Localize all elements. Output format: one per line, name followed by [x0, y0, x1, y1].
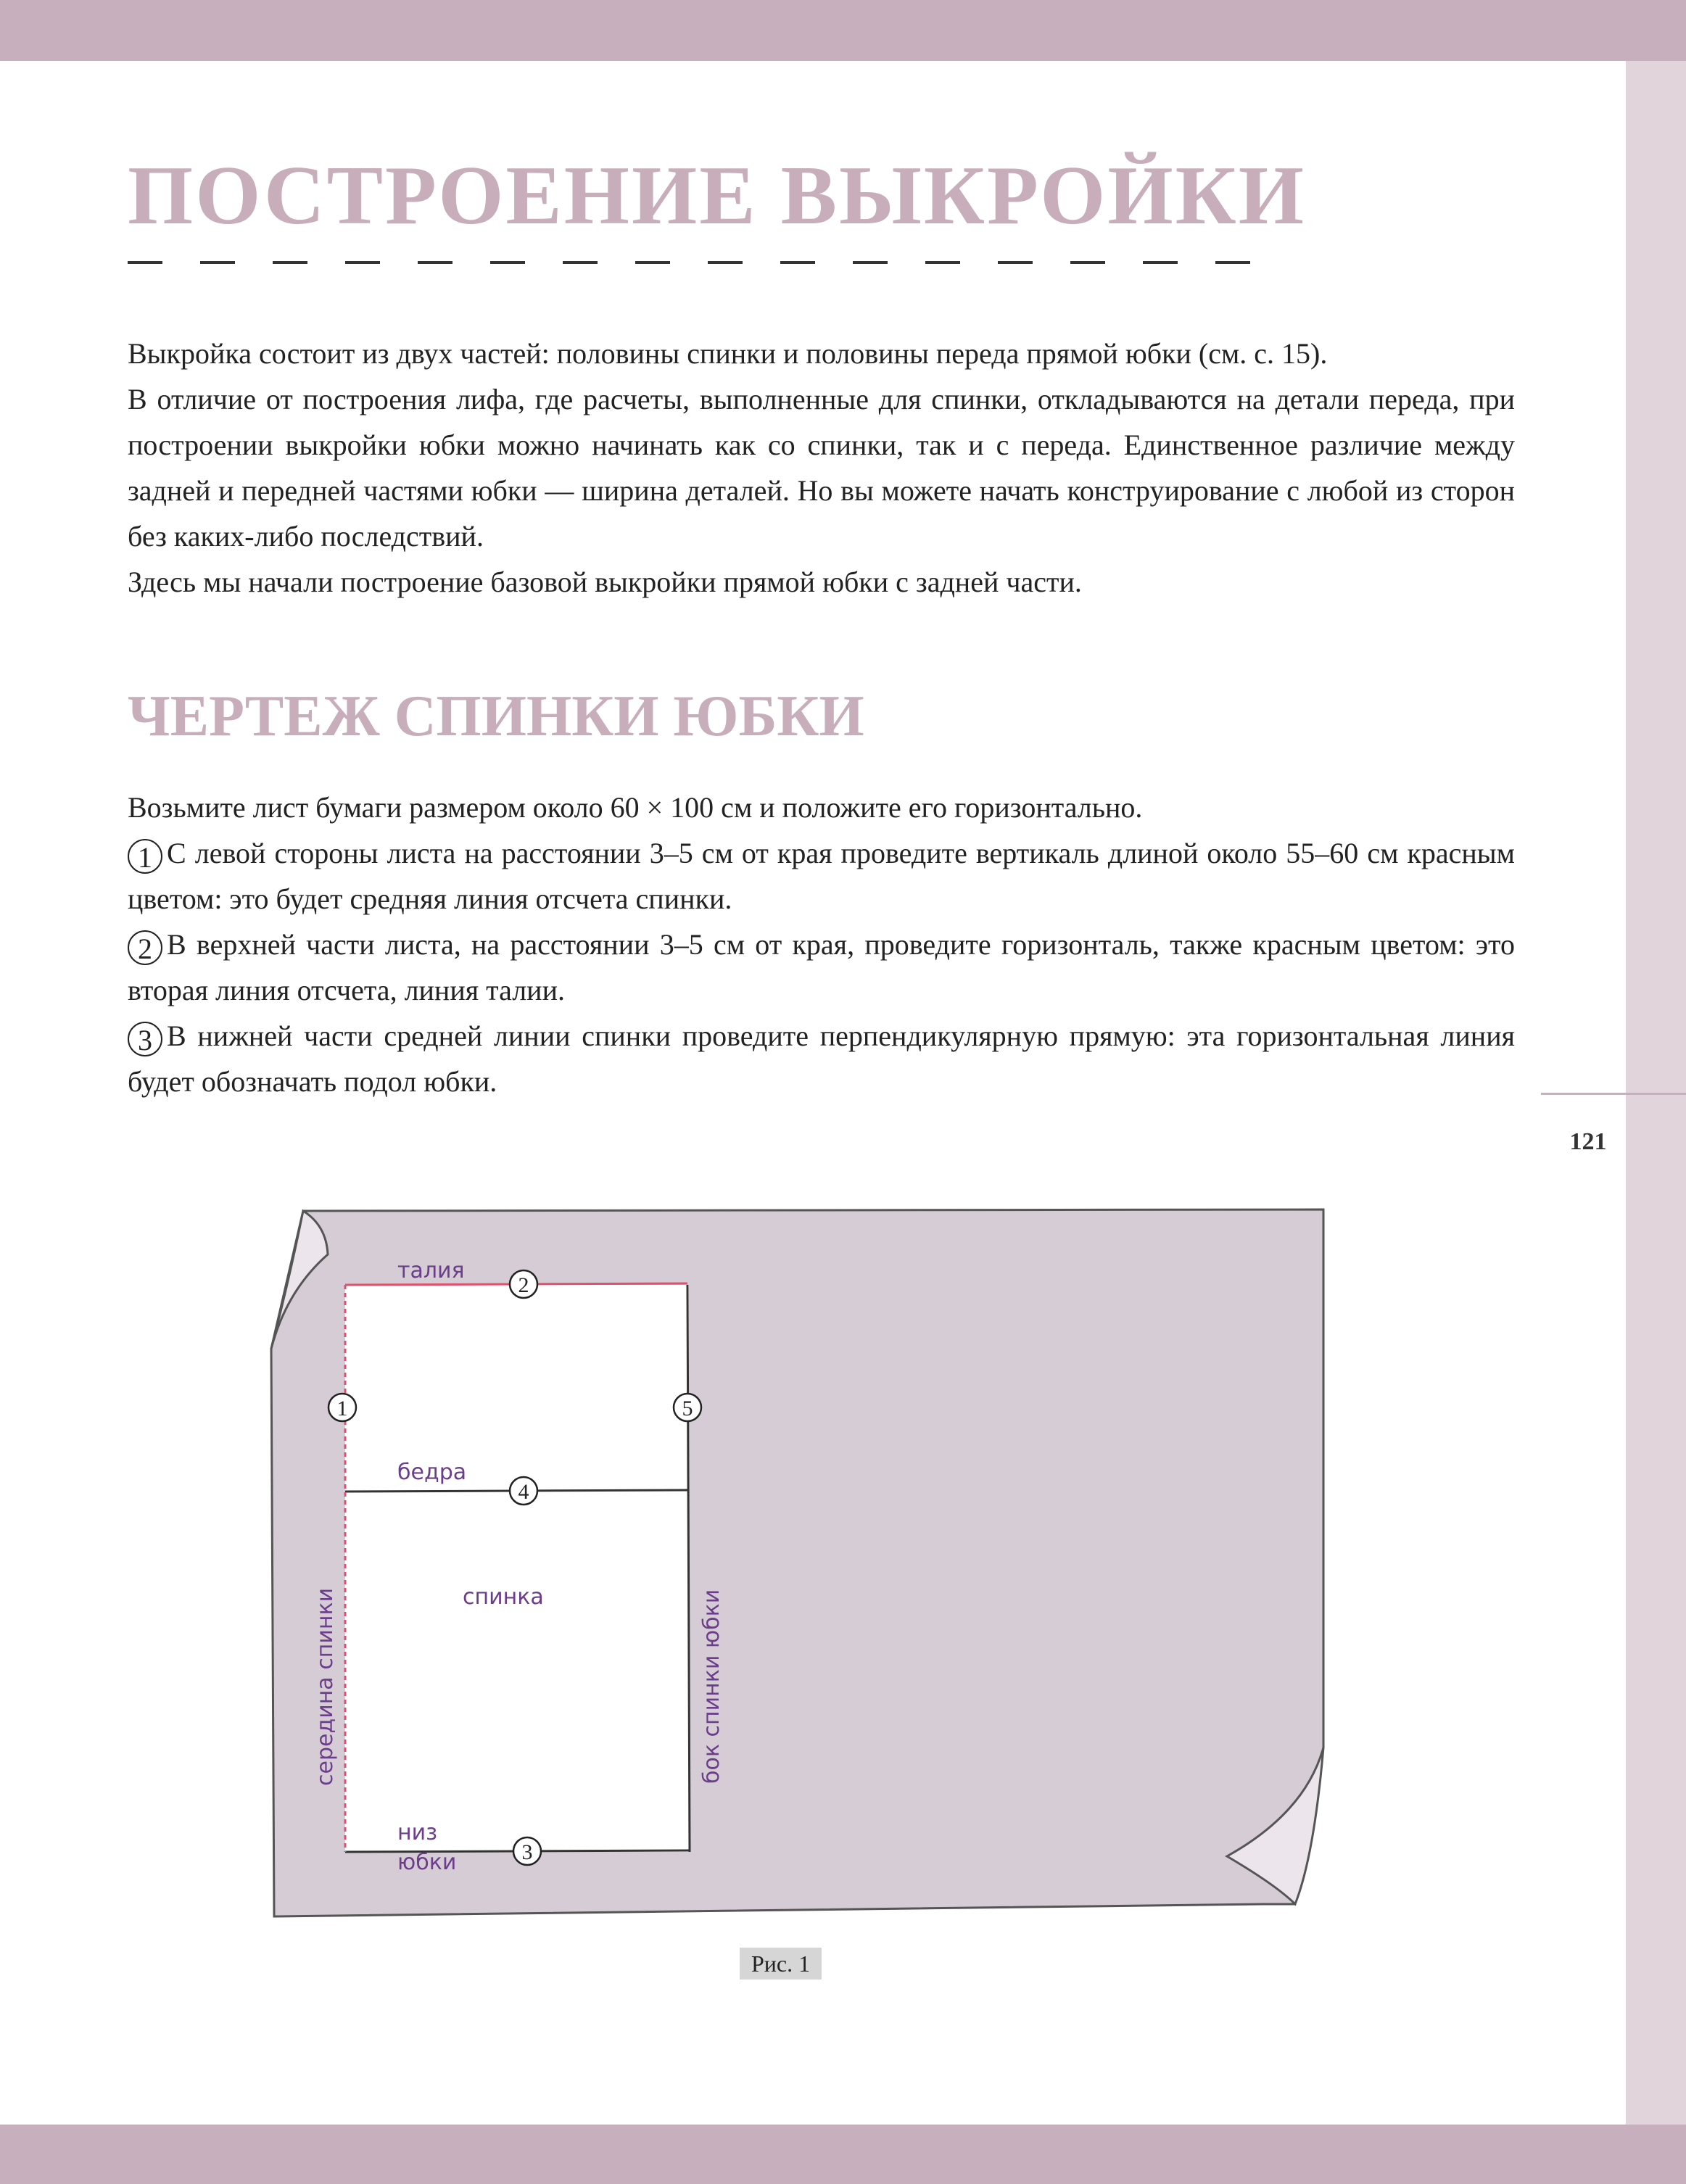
marker-1	[328, 1394, 356, 1421]
step-1-text: С левой стороны листа на расстоянии 3–5 см от края проведите вертикаль длиной около 55–60 см красным цветом: это будет средняя линия отсчета спинки.	[128, 837, 1515, 915]
hem-label-line-1: низ	[397, 1820, 438, 1845]
back-label: спинка	[463, 1584, 544, 1610]
marker-4-number: 4	[518, 1480, 529, 1504]
bottom-band	[0, 2125, 1686, 2184]
section-title: ЧЕРТЕЖ СПИНКИ ЮБКИ	[128, 684, 864, 748]
hips-label: бедра	[397, 1460, 467, 1485]
instructions-lead: Возьмите лист бумаги размером около 60 × 100 см и положите его горизонтально.	[128, 791, 1143, 824]
step-2-number-circle: 2	[128, 930, 162, 965]
marker-1-number: 1	[336, 1397, 348, 1420]
step-1-number-circle: 1	[128, 839, 162, 874]
marker-5	[674, 1394, 701, 1421]
marker-5-number: 5	[682, 1397, 693, 1420]
intro-paragraph-1: Выкройка состоит из двух частей: половины спинки и половины переда прямой юбки (см. с. 15).	[128, 337, 1328, 370]
marker-2-number: 2	[518, 1273, 529, 1297]
hem-label-line-2: юбки	[397, 1850, 457, 1875]
intro-paragraph-2: В отличие от построения лифа, где расчеты, выполненные для спинки, откладываются на детали переда, при построении выкройки юбки можно начинать как со спинки, так и с переда. Единственное различие между задней и передней частями юбки — ширина деталей. Но вы можете начать конструирование с любой из сторон без каких-либо последствий.	[128, 383, 1515, 553]
marker-3	[513, 1837, 541, 1865]
figure-caption: Рис. 1	[740, 1948, 822, 1980]
marker-4	[510, 1477, 537, 1505]
intro-paragraph-3: Здесь мы начали построение базовой выкройки прямой юбки с задней части.	[128, 566, 1082, 598]
back-panel	[345, 1285, 689, 1852]
side-back-label: бок спинки юбки	[699, 1589, 724, 1784]
step-2-text: В верхней части листа, на расстоянии 3–5 см от края, проведите горизонталь, также красным цветом: это вторая линия отсчета, линия талии.	[128, 928, 1515, 1006]
page-title: ПОСТРОЕНИЕ ВЫКРОЙКИ	[128, 149, 1306, 242]
waist-label: талия	[397, 1258, 465, 1283]
marker-3-number: 3	[521, 1840, 533, 1864]
step-3-number-circle: 3	[128, 1022, 162, 1056]
step-3-text: В нижней части средней линии спинки проведите перпендикулярную прямую: эта горизонтальная линия будет обозначать подол юбки.	[128, 1019, 1515, 1098]
center-back-label: середина спинки	[313, 1587, 338, 1786]
marker-2	[510, 1270, 537, 1298]
page-number: 121	[1569, 1128, 1607, 1155]
